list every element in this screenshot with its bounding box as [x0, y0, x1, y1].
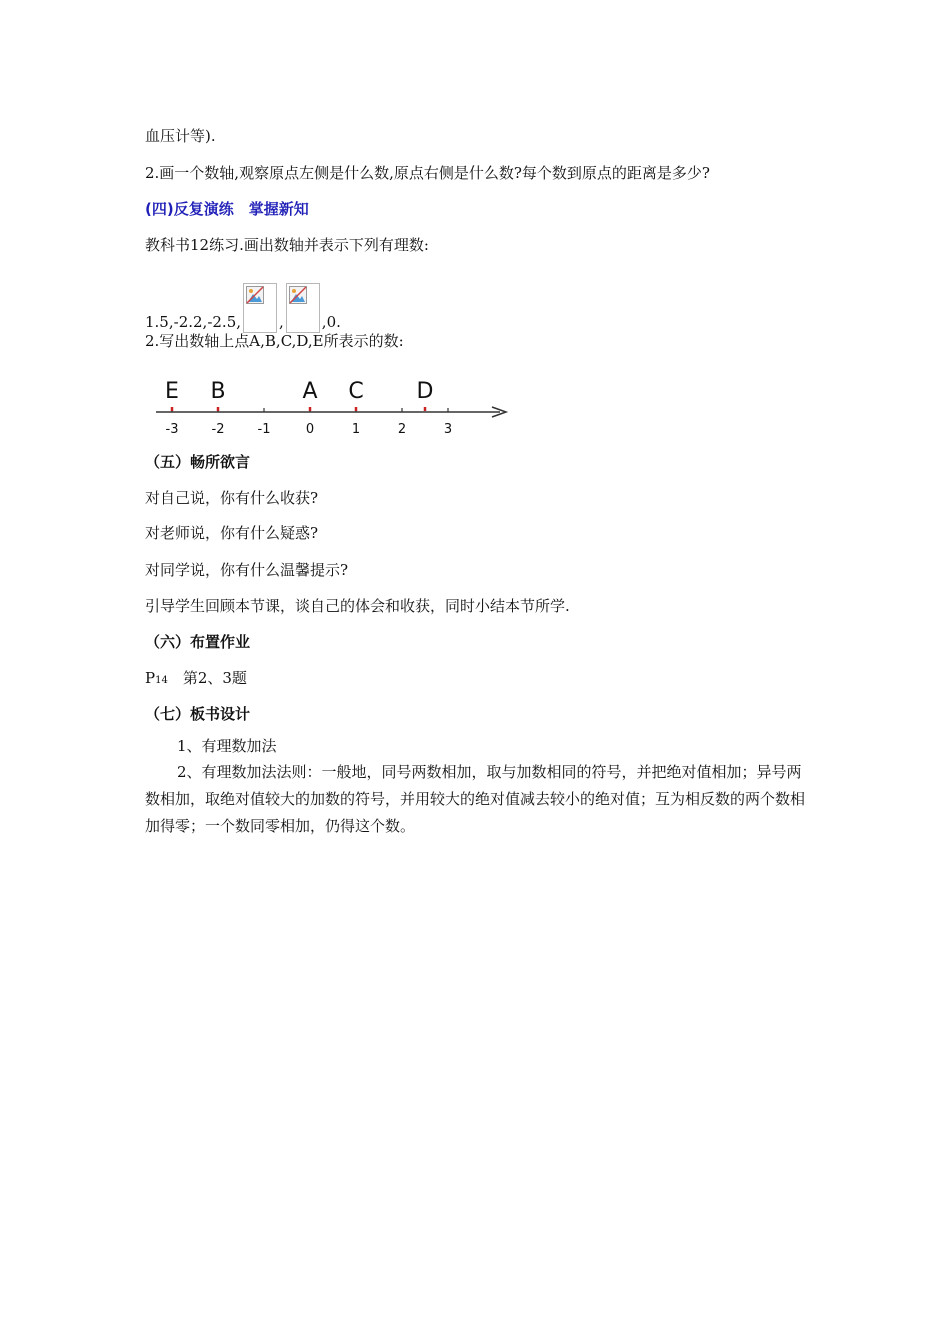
- number-line-tick-label: -1: [257, 422, 271, 437]
- text-line: 2.画一个数轴,观察原点左侧是什么数,原点右侧是什么数?每个数到原点的距离是多少?: [145, 164, 710, 182]
- text-line: 对老师说，你有什么疑惑?: [145, 524, 319, 542]
- section-heading-4: (四)反复演练 掌握新知: [145, 200, 309, 218]
- number-line-point-label: D: [416, 379, 434, 404]
- number-line-tick-label: -3: [165, 422, 179, 437]
- number-line-tick-label: -2: [211, 422, 225, 437]
- text-line: 血压计等).: [145, 127, 216, 145]
- homework-text: 第2、3题: [167, 669, 247, 687]
- number-line-figure: [150, 372, 520, 440]
- homework-line: [145, 668, 247, 691]
- broken-image-icon: [286, 283, 320, 333]
- number-line-point-label: A: [302, 379, 318, 404]
- rule-paragraph: 2、有理数加法法则：一般地，同号两数相加，取与加数相同的符号，并把绝对值相加；异号两数相加，取绝对值较大的加数的符号，并用较大的绝对值减去较小的绝对值；互为相反数的两个数相加得零；一个数同零相加，仍得这个数。: [145, 763, 806, 835]
- text-line: 教科书12练习.画出数轴并表示下列有理数:: [145, 236, 429, 254]
- exercise-numbers: 1.5,-2.2,-2.5,: [145, 313, 242, 331]
- text-line: 对自己说，你有什么收获?: [145, 489, 319, 507]
- number-line-tick-label: 3: [443, 422, 453, 437]
- section-heading-5: （五）畅所欲言: [145, 453, 251, 471]
- text-line: 1、有理数加法: [177, 737, 277, 755]
- number-line-tick-label: 2: [397, 422, 407, 437]
- section-heading-7: （七）板书设计: [145, 705, 251, 723]
- text-line: 2.写出数轴上点A,B,C,D,E所表示的数:: [145, 332, 404, 350]
- number-line-point-label: E: [165, 379, 179, 404]
- page-prefix: P: [145, 669, 156, 687]
- number-line-point-label: C: [348, 379, 364, 404]
- text-line: 对同学说，你有什么温馨提示?: [145, 561, 349, 579]
- exercise-list: [145, 283, 341, 333]
- number-line-tick-label: 1: [351, 422, 361, 437]
- separator-comma: ,: [279, 313, 284, 331]
- page-number: 14: [155, 675, 168, 686]
- number-line-tick-label: 0: [305, 422, 315, 437]
- broken-image-icon: [243, 283, 277, 333]
- section-heading-6: （六）布置作业: [145, 633, 251, 651]
- text-line: 引导学生回顾本节课，谈自己的体会和收获，同时小结本节所学.: [145, 597, 570, 615]
- number-line-point-label: B: [210, 379, 226, 404]
- exercise-tail: ,0.: [321, 313, 341, 331]
